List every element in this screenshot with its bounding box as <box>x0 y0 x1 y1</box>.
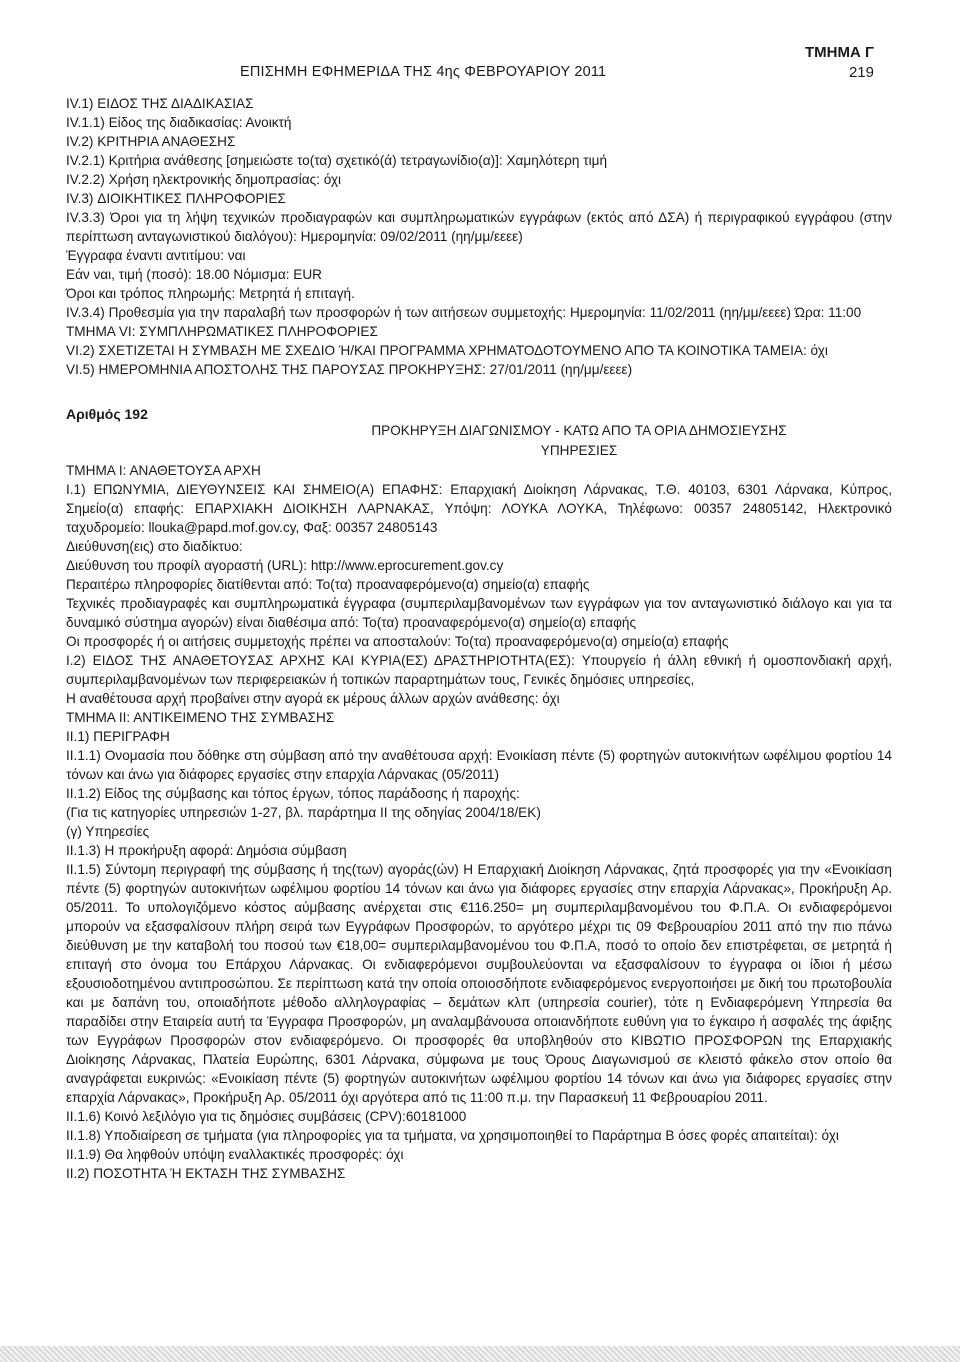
i2-paragraph: Ι.2) ΕΙΔΟΣ ΤΗΣ ΑΝΑΘΕΤΟΥΣΑΣ ΑΡΧΗΣ ΚΑΙ ΚΥΡΙΑ(ΕΣ) ΔΡΑΣΤΗΡΙΟΤΗΤΑ(ΕΣ): Υπουργείο ή άλλη εθνική ή ομοσπονδιακή αρχή, συμπεριλαμβανομένων των περιφερειακών ή τοπικών παραρτημάτων τους, Γενικές δημόσιες υπηρεσίες, <box>66 653 892 687</box>
gazette-title: ΕΠΙΣΗΜΗ ΕΦΗΜΕΡΙΔΑ ΤΗΣ 4ης ΦΕΒΡΟΥΑΡΙΟΥ 2011 <box>240 64 607 80</box>
notice-header <box>66 403 892 461</box>
services-line: (γ) Υπηρεσίες <box>66 824 150 839</box>
ii19-line: ΙΙ.1.9) Θα ληφθούν υπόψη εναλλακτικές προσφορές: όχι <box>66 1147 404 1162</box>
vi5-line: VI.5) ΗΜΕΡΟΜΗΝΙΑ ΑΠΟΣΤΟΛΗΣ ΤΗΣ ΠΑΡΟΥΣΑΣ ΠΡΟΚΗΡΥΞΗΣ: 27/01/2011 (ηη/μμ/εεεε) <box>66 362 633 377</box>
document-body <box>66 94 892 1183</box>
payment-terms-line: Όροι και τρόπος πληρωμής: Μετρητά ή επιταγή. <box>66 286 355 301</box>
ii18-paragraph: ΙΙ.1.8) Υποδιαίρεση σε τμήματα (για πληροφορίες για τα τμήματα, να χρησιμοποιηθεί το Παράρτημα Β όσες φορές απαιτείται): όχι <box>66 1128 839 1143</box>
section-vi-title: ΤΜΗΜΑ VI: ΣΥΜΠΛΗΡΩΜΑΤΙΚΕΣ ΠΛΗΡΟΦΟΡΙΕΣ <box>66 324 378 339</box>
iv3-heading: IV.3) ΔΙΟΙΚΗΤΙΚΕΣ ΠΛΗΡΟΦΟΡΙΕΣ <box>66 191 286 206</box>
paid-documents-line: Έγγραφα έναντι αντιτίμου: ναι <box>66 248 246 263</box>
section-i-title: ΤΜΗΜΑ Ι: ΑΝΑΘΕΤΟΥΣΑ ΑΡΧΗ <box>66 463 261 478</box>
ii11-paragraph: ΙΙ.1.1) Ονομασία που δόθηκε στη σύμβαση από την αναθέτουσα αρχή: Ενοικίαση πέντε (5) φορτηγών αυτοκινήτων ωφέλιμου φορτίου 14 τόνων και άνω για διάφορες εργασίες στην επαρχία Λάρνακας (05/2011) <box>66 748 892 782</box>
section-ii-title: ΤΜΗΜΑ ΙΙ: ΑΝΤΙΚΕΙΜΕΝΟ ΤΗΣ ΣΥΜΒΑΣΗΣ <box>66 710 335 725</box>
iv2-heading: IV.2) ΚΡΙΤΗΡΙΑ ΑΝΑΘΕΣΗΣ <box>66 134 236 149</box>
iv22-line: IV.2.2) Χρήση ηλεκτρονικής δημοπρασίας: όχι <box>66 172 342 187</box>
internet-address-line: Διεύθυνση(εις) στο διαδίκτυο: <box>66 539 243 554</box>
ii16-line: ΙΙ.1.6) Κοινό λεξιλόγιο για τις δημόσιες συμβάσεις (CPV):60181000 <box>66 1109 467 1124</box>
vi2-paragraph: VI.2) ΣΧΕΤΙΖΕΤΑΙ Η ΣΥΜΒΑΣΗ ΜΕ ΣΧΕΔΙΟ Ή/ΚΑΙ ΠΡΟΓΡΑΜΜΑ ΧΡΗΜΑΤΟΔΟΤΟΥΜΕΝΟ ΑΠΟ ΤΑ ΚΟΙΝΟΤΙΚΑ ΤΑΜΕΙΑ: όχι <box>66 343 828 358</box>
scan-edge-band <box>0 1346 960 1362</box>
tech-specs-paragraph: Τεχνικές προδιαγραφές και συμπληρωματικά έγγραφα (συμπεριλαμβανομένων των εγγράφων για τον ανταγωνιστικό διάλογο και για τα δυναμικό σύστημα αγορών) είναι διαθέσιμα από: Το(τα) προαναφερόμενο(α) σημείο(α) επαφής <box>66 596 892 630</box>
ii13-line: ΙΙ.1.3) Η προκήρυξη αφορά: Δημόσια σύμβαση <box>66 843 347 858</box>
section-label: ΤΜΗΜΑ Γ <box>804 44 874 61</box>
ii1-heading: ΙΙ.1) ΠΕΡΙΓΡΑΦΗ <box>66 729 170 744</box>
service-categories-line: (Για τις κατηγορίες υπηρεσιών 1-27, βλ. παράρτημα ΙΙ της οδηγίας 2004/18/ΕΚ) <box>66 805 541 820</box>
notice-title-line1: ΠΡΟΚΗΡΥΞΗ ΔΙΑΓΩΝΙΣΜΟΥ - ΚΑΤΩ ΑΠΟ ΤΑ ΟΡΙΑ ΔΗΜΟΣΙΕΥΣΗΣ <box>371 423 787 438</box>
iv34-paragraph: IV.3.4) Προθεσμία για την παραλαβή των προσφορών ή των αιτήσεων συμμετοχής: Ημερομηνία: 11/02/2011 (ηη/μμ/εεεε) Ώρα: 11:00 <box>66 305 862 320</box>
notice-title-line2: ΥΠΗΡΕΣΙΕΣ <box>540 443 618 458</box>
notice-title <box>66 421 892 461</box>
offers-to-line: Οι προσφορές ή οι αιτήσεις συμμετοχής πρέπει να αποσταλούν: Το(τα) προαναφερόμενο(α) σημείο(α) επαφής <box>66 634 729 649</box>
iv1-heading: IV.1) ΕΙΔΟΣ ΤΗΣ ΔΙΑΔΙΚΑΣΙΑΣ <box>66 96 254 111</box>
notice-number: Αριθμός 192 <box>66 406 148 422</box>
i1-paragraph: Ι.1) ΕΠΩΝΥΜΙΑ, ΔΙΕΥΘΥΝΣΕΙΣ ΚΑΙ ΣΗΜΕΙΟ(Α) ΕΠΑΦΗΣ: Επαρχιακή Διοίκηση Λάρνακας, Τ.Θ. 40103, 6301 Λάρνακα, Κύπρος, Σημείο(α) επαφής: ΕΠΑΡΧΙΑΚΗ ΔΙΟΙΚΗΣΗ ΛΑΡΝΑΚΑΣ, Υπόψη: ΛΟΥΚΑ ΛΟΥΚΑ, Τηλέφωνο: 00357 24805142, Ηλεκτρονικό ταχυδρομείο: llouka@papd.mof.gov.cy, Φαξ: 00357 24805143 <box>66 482 892 535</box>
iv21-line: IV.2.1) Κριτήρια ανάθεσης [σημειώστε το(τα) σχετικό(ά) τετραγωνίδιο(α)]: Χαμηλότερη τιμή <box>66 153 608 168</box>
other-authorities-line: Η αναθέτουσα αρχή προβαίνει στην αγορά εκ μέρους άλλων αρχών ανάθεσης: όχι <box>66 691 560 706</box>
ii2-heading: ΙΙ.2) ΠΟΣΟΤΗΤΑ Ή ΕΚΤΑΣΗ ΤΗΣ ΣΥΜΒΑΣΗΣ <box>66 1166 346 1181</box>
ii15-paragraph: ΙΙ.1.5) Σύντομη περιγραφή της σύμβασης ή της(των) αγοράς(ών) Η Επαρχιακή Διοίκηση Λάρνακας, ζητά προσφορές για την «Ενοικίαση πέντε (5) φορτηγών αυτοκινήτων ωφέλιμου φορτίου 14 τόνων και άνω για διάφορες εργασίες στην επαρχία Λάρνακας», Προκήρυξη Αρ. 05/2011. Το υπολογιζόμενο κόστος αύμβασης ανέρχεται στις €116.250= μη συμπεριλαμβανομένου του Φ.Π.Α. Οι ενδιαφερόμενοι μπορούν να εξασφαλίσουν πλήρη σειρά των Εγγράφων Προσφορών, το αργότερο μέχρι τις 09 Φεβρουαρίου 2011 από την πιο πάνω διεύθυνση με την καταβολή του ποσού των €18,00= συμπεριλαμβανομένου του Φ.Π.Α, ποσό το οποίο δεν επιστρέφεται, σε μετρητά ή επιταγή στο όνομα του Επάρχου Λάρνακας. Οι ενδιαφερόμενοι συμβουλεύονται να εξασφαλίσουν το έγγραφα οι ίδιοι ή μέσω εξουσιοδοτημένου αντιπροσώπου. Σε περίπτωση κατά την οποία οποιοσδήποτε ενδιαφερόμενος ενεργοποιήσει με δική του πρωτοβουλία και με δαπάνη του, οποιαδήποτε μέθοδο αλληλογραφίας – δεμάτων κλπ (υπηρεσία courier), τότε η Ενδιαφερόμενη Υπηρεσία θα παραδίδει στην Εταιρεία αυτή τα Έγγραφα Προσφορών, μη αναλαμβάνουσα οποιανδήποτε ευθύνη για το έγκαιρο ή ασφαλές της άφιξης των Εγγράφων Προσφορών στον ενδιαφερόμενο. Οι προσφορές θα υποβληθούν στο ΚΙΒΩΤΙΟ ΠΡΟΣΦΟΡΩΝ της Επαρχιακής Διοίκησης Λάρνακας, Πλατεία Ευρώπης, 6301 Λάρνακα, σύμφωνα με τους Όρους Διαγωνισμού σε κλειστό φάκελο στον οποίο θα αναγράφεται ευκρινώς: «Ενοικίαση πέντε (5) φορτηγών αυτοκινήτων ωφέλιμου φορτίου 14 τόνων και άνω για διάφορες εργασίες στην επαρχία Λάρνακας», Προκήρυξη Αρ. 05/2011 όχι αργότερα από τις 11:00 π.μ. την Παρασκευή 11 Φεβρουαρίου 2011. <box>66 862 892 1105</box>
price-line: Εάν ναι, τιμή (ποσό): 18.00 Νόμισμα: EUR <box>66 267 322 282</box>
page-number: 219 <box>848 64 874 81</box>
buyer-profile-line: Διεύθυνση του προφίλ αγοραστή (URL): http://www.eprocurement.gov.cy <box>66 558 504 573</box>
further-info-line: Περαιτέρω πληροφορίες διατίθενται από: Το(τα) προαναφερόμενο(α) σημείο(α) επαφής <box>66 577 590 592</box>
ii12-line: ΙΙ.1.2) Είδος της σύμβασης και τόπος έργων, τόπος παράδοσης ή παροχής: <box>66 786 520 801</box>
iv11-line: IV.1.1) Είδος της διαδικασίας: Ανοικτή <box>66 115 292 130</box>
iv33-paragraph: IV.3.3) Όροι για τη λήψη τεχνικών προδιαγραφών και συμπληρωματικών εγγράφων (εκτός από ΔΣΑ) ή περιγραφικού εγγράφου (στην περίπτωση ανταγωνιστικού διαλόγου): Ημερομηνία: 09/02/2011 (ηη/μμ/εεεε) <box>66 210 892 244</box>
